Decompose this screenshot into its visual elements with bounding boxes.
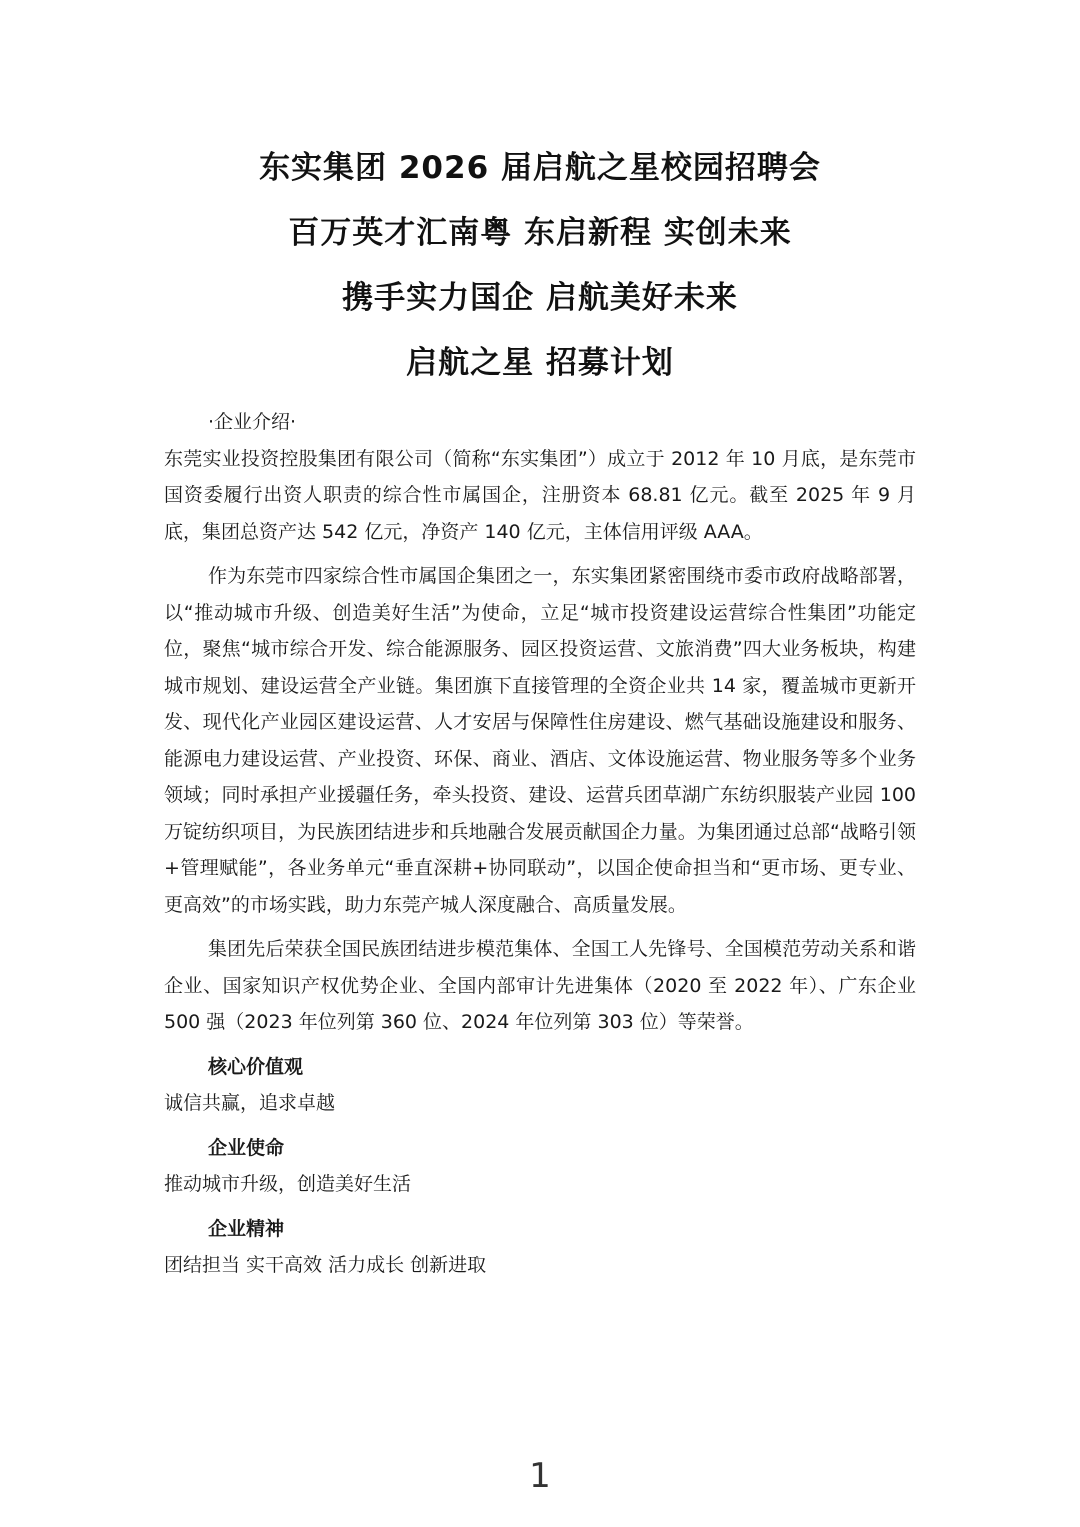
spirit-heading: 企业精神 [208, 1217, 285, 1240]
intro-paragraph-1: 东莞实业投资控股集团有限公司（简称“东实集团”）成立于 2012 年 10 月底，是东莞市国资委履行出资人职责的综合性市属国企，注册资本 68.81 亿元。截至 2025 年 9 月底，集团总资产达 542 亿元，净资产 140 亿元，主体信用评级 AAA。 [164, 447, 916, 543]
core-values-heading: 核心价值观 [208, 1055, 304, 1078]
mission-heading: 企业使命 [208, 1136, 285, 1159]
spirit-text: 团结担当 实干高效 活力成长 创新进取 [164, 1254, 487, 1276]
intro-heading: ·企业介绍· [208, 411, 297, 433]
page-number: 1 [529, 1456, 551, 1496]
intro-paragraph-2: 作为东莞市四家综合性市属国企集团之一，东实集团紧密围绕市委市政府战略部署，以“推动城市升级、创造美好生活”为使命，立足“城市投资建设运营综合性集团”功能定位，聚焦“城市综合开发、综合能源服务、园区投资运营、文旅消费”四大业务板块，构建城市规划、建设运营全产业链。集团旗下直接管理的全资企业共 14 家，覆盖城市更新开发、现代化产业园区建设运营、人才安居与保障性住房建设、燃气基础设施建设和服务、能源电力建设运营、产业投资、环保、商业、酒店、文体设施运营、物业服务等多个业务领域；同时承担产业援疆任务，牵头投资、建设、运营兵团草湖广东纺织服装产业园 100 万锭纺织项目，为民族团结进步和兵地融合发展贡献国企力量。为集团通过总部“战略引领+管理赋能”，各业务单元“垂直深耕+协同联动”，以国企使命担当和“更市场、更专业、更高效”的市场实践，助力东莞产城人深度融合、高质量发展。 [164, 565, 916, 916]
main-title: 东实集团 2026 届启航之星校园招聘会 [259, 150, 821, 186]
title-block [0, 147, 1080, 407]
mission-text: 推动城市升级，创造美好生活 [164, 1173, 412, 1195]
intro-paragraph-3: 集团先后荣获全国民族团结进步模范集体、全国工人先锋号、全国模范劳动关系和谐企业、国家知识产权优势企业、全国内部审计先进集体（2020 至 2022 年）、广东企业 500 强（2023 年位列第 360 位、2024 年位列第 303 位）等荣誉。 [164, 938, 916, 1033]
core-values-text: 诚信共赢，追求卓越 [164, 1092, 336, 1114]
slogan-3: 启航之星 招募计划 [406, 345, 674, 381]
body-content [164, 404, 916, 1284]
slogan-2: 携手实力国企 启航美好未来 [342, 280, 738, 316]
slogan-1: 百万英才汇南粤 东启新程 实创未来 [288, 215, 792, 251]
